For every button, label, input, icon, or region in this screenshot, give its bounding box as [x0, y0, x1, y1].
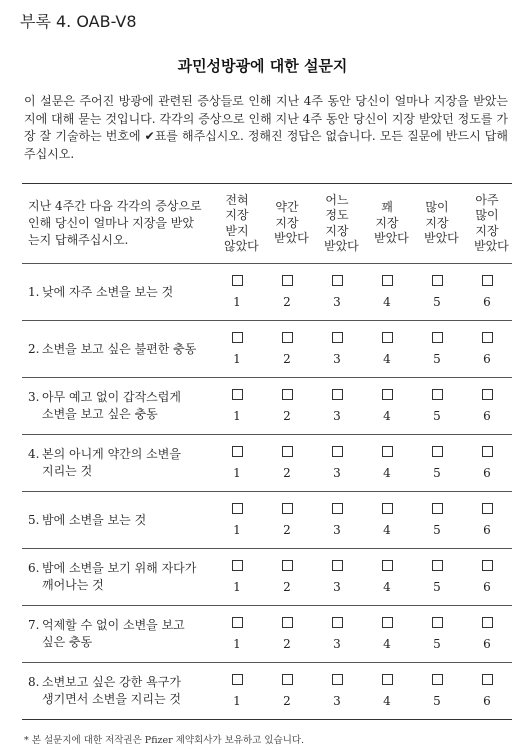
instructions-text-1: 이 설문은 주어진 방광에 관련된 증상들로 인해 지난 4주 동안 당신이 얼마나 지장을 받았는지에 대해 묻는 것입니다. 각각의 증상으로 인해 지난 4주 동안 당신이 지장 받았던 정도를 가장 잘 기술하는 번호에 — [24, 94, 508, 143]
question-header: 지난 4주간 다음 각각의 증상으로 인해 당신이 얼마나 지장을 받았는지 답해주십시오. — [22, 184, 212, 264]
answer-cell — [262, 492, 312, 549]
answer-cell — [262, 549, 312, 606]
answer-cell — [462, 549, 512, 606]
question-row-4 — [22, 435, 512, 492]
answer-cell — [412, 492, 462, 549]
question-text — [22, 492, 212, 549]
question-line-1: 본의 아니게 약간의 소변을 — [42, 447, 181, 461]
answer-checkbox[interactable] — [282, 332, 293, 343]
answer-cell — [362, 606, 412, 663]
answer-cell — [262, 435, 312, 492]
answer-cell — [362, 549, 412, 606]
answer-checkbox[interactable] — [382, 560, 393, 571]
answer-checkbox[interactable] — [482, 389, 493, 400]
question-line-1: 밤에 소변을 보기 위해 자다가 — [42, 561, 197, 575]
question-line-1: 밤에 소변을 보는 것 — [42, 512, 147, 527]
answer-cell — [212, 492, 262, 549]
answer-value: 5 — [433, 637, 441, 651]
answer-checkbox[interactable] — [232, 674, 243, 685]
answer-cell — [362, 264, 412, 321]
answer-checkbox[interactable] — [232, 389, 243, 400]
appendix-label: 부록 4. OAB-V8 — [20, 12, 137, 31]
answer-value: 6 — [483, 352, 491, 366]
answer-cell — [462, 492, 512, 549]
answer-checkbox[interactable] — [382, 446, 393, 457]
answer-value: 6 — [483, 523, 491, 537]
question-text — [22, 321, 212, 378]
answer-cell — [262, 606, 312, 663]
answer-value: 5 — [433, 352, 441, 366]
answer-value: 3 — [333, 352, 341, 366]
answer-checkbox[interactable] — [332, 446, 343, 457]
answer-value: 4 — [383, 580, 391, 594]
answer-cell — [212, 435, 262, 492]
answer-cell — [312, 378, 362, 435]
answer-value: 2 — [283, 637, 291, 651]
answer-checkbox[interactable] — [282, 674, 293, 685]
answer-cell — [262, 321, 312, 378]
answer-checkbox[interactable] — [432, 389, 443, 400]
answer-checkbox[interactable] — [482, 617, 493, 628]
answer-value: 3 — [333, 580, 341, 594]
option-header-6: 아주 많이 지장 받았다 — [462, 184, 512, 264]
answer-value: 4 — [383, 694, 391, 708]
option-header-4: 꽤 지장 받았다 — [362, 184, 412, 264]
answer-checkbox[interactable] — [482, 446, 493, 457]
answer-value: 2 — [283, 295, 291, 309]
answer-cell — [412, 378, 462, 435]
answer-checkbox[interactable] — [482, 674, 493, 685]
answer-cell — [412, 321, 462, 378]
option-header-3: 어느 정도 지장 받았다 — [312, 184, 362, 264]
copyright-footnote: * 본 설문지에 대한 저작권은 Pfizer 제약회사가 보유하고 있습니다. — [24, 735, 305, 746]
answer-value: 5 — [433, 466, 441, 480]
answer-checkbox[interactable] — [282, 503, 293, 514]
answer-cell — [312, 492, 362, 549]
answer-value: 1 — [233, 580, 241, 594]
answer-checkbox[interactable] — [232, 617, 243, 628]
answer-cell — [212, 321, 262, 378]
question-number: 5. — [28, 512, 40, 527]
question-line-2: 싶은 충동 — [42, 635, 93, 649]
answer-value: 4 — [383, 466, 391, 480]
check-mark-icon: ✔ — [144, 129, 155, 143]
answer-value: 2 — [283, 580, 291, 594]
instructions — [24, 93, 508, 163]
answer-value: 3 — [333, 466, 341, 480]
answer-value: 6 — [483, 466, 491, 480]
answer-value: 2 — [283, 409, 291, 423]
answer-cell — [212, 264, 262, 321]
answer-cell — [362, 492, 412, 549]
question-line-2: 소변을 보고 싶은 충동 — [42, 407, 158, 421]
answer-cell — [462, 435, 512, 492]
answer-checkbox[interactable] — [482, 275, 493, 286]
answer-value: 2 — [283, 466, 291, 480]
answer-value: 4 — [383, 523, 391, 537]
answer-value: 6 — [483, 694, 491, 708]
answer-checkbox[interactable] — [332, 275, 343, 286]
answer-checkbox[interactable] — [332, 560, 343, 571]
answer-checkbox[interactable] — [382, 389, 393, 400]
option-header-5: 많이 지장 받았다 — [412, 184, 462, 264]
answer-cell — [262, 663, 312, 720]
answer-checkbox[interactable] — [482, 560, 493, 571]
answer-cell — [362, 435, 412, 492]
option-header-2: 약간 지장 받았다 — [262, 184, 312, 264]
answer-checkbox[interactable] — [282, 446, 293, 457]
answer-cell — [312, 549, 362, 606]
answer-checkbox[interactable] — [332, 674, 343, 685]
answer-cell — [212, 663, 262, 720]
table-header-row — [22, 184, 512, 264]
question-text — [22, 549, 212, 606]
answer-value: 6 — [483, 409, 491, 423]
answer-cell — [362, 321, 412, 378]
answer-checkbox[interactable] — [432, 617, 443, 628]
answer-checkbox[interactable] — [282, 389, 293, 400]
answer-cell — [362, 663, 412, 720]
question-line-2: 깨어나는 것 — [42, 578, 104, 592]
answer-checkbox[interactable] — [282, 560, 293, 571]
question-line-1: 억제할 수 없이 소변을 보고 — [42, 618, 185, 632]
answer-value: 3 — [333, 295, 341, 309]
question-text — [22, 435, 212, 492]
instructions-text-2: 표를 해주십시오. 정해진 정답은 없습니다. 모든 질문에 반드시 답해 주십시오. — [24, 129, 508, 161]
answer-cell — [212, 378, 262, 435]
answer-value: 1 — [233, 694, 241, 708]
answer-cell — [262, 264, 312, 321]
question-number: 1. — [28, 284, 40, 299]
answer-value: 6 — [483, 580, 491, 594]
answer-value: 5 — [433, 409, 441, 423]
answer-value: 1 — [233, 466, 241, 480]
answer-checkbox[interactable] — [232, 446, 243, 457]
answer-value: 1 — [233, 523, 241, 537]
answer-cell — [412, 663, 462, 720]
answer-value: 6 — [483, 295, 491, 309]
answer-checkbox[interactable] — [432, 332, 443, 343]
answer-value: 4 — [383, 295, 391, 309]
page-title: 과민성방광에 대한 설문지 — [177, 57, 348, 75]
question-row-7 — [22, 606, 512, 663]
answer-cell — [412, 549, 462, 606]
answer-cell — [312, 264, 362, 321]
answer-value: 5 — [433, 295, 441, 309]
answer-checkbox[interactable] — [482, 332, 493, 343]
answer-cell — [312, 606, 362, 663]
question-number: 4. — [28, 447, 40, 461]
answer-value: 4 — [383, 637, 391, 651]
question-row-8 — [22, 663, 512, 720]
answer-checkbox[interactable] — [432, 560, 443, 571]
answer-cell — [462, 321, 512, 378]
question-line-2: 지리는 것 — [42, 464, 93, 478]
answer-cell — [312, 663, 362, 720]
question-text — [22, 378, 212, 435]
answer-value: 3 — [333, 694, 341, 708]
answer-checkbox[interactable] — [432, 275, 443, 286]
answer-checkbox[interactable] — [232, 503, 243, 514]
answer-cell — [412, 435, 462, 492]
question-line-1: 소변보고 싶은 강한 욕구가 — [42, 675, 181, 689]
answer-checkbox[interactable] — [382, 332, 393, 343]
question-line-1: 낮에 자주 소변을 보는 것 — [42, 284, 174, 299]
answer-value: 3 — [333, 409, 341, 423]
question-text — [22, 264, 212, 321]
answer-value: 4 — [383, 409, 391, 423]
answer-cell — [412, 264, 462, 321]
answer-value: 1 — [233, 409, 241, 423]
question-text — [22, 663, 212, 720]
answer-cell — [212, 606, 262, 663]
answer-value: 5 — [433, 523, 441, 537]
question-row-3 — [22, 378, 512, 435]
answer-checkbox[interactable] — [332, 389, 343, 400]
answer-checkbox[interactable] — [282, 617, 293, 628]
question-number: 2. — [28, 341, 40, 356]
question-number: 6. — [28, 561, 40, 575]
answer-value: 2 — [283, 352, 291, 366]
answer-cell — [412, 606, 462, 663]
answer-value: 5 — [433, 694, 441, 708]
answer-value: 1 — [233, 637, 241, 651]
answer-cell — [462, 606, 512, 663]
answer-checkbox[interactable] — [382, 617, 393, 628]
answer-checkbox[interactable] — [432, 674, 443, 685]
answer-checkbox[interactable] — [332, 332, 343, 343]
answer-value: 2 — [283, 694, 291, 708]
survey-table — [22, 183, 512, 720]
question-row-5 — [22, 492, 512, 549]
question-text — [22, 606, 212, 663]
question-line-2: 생기면서 소변을 지리는 것 — [42, 692, 181, 706]
answer-cell — [212, 549, 262, 606]
question-row-2 — [22, 321, 512, 378]
answer-checkbox[interactable] — [332, 503, 343, 514]
answer-cell — [362, 378, 412, 435]
answer-checkbox[interactable] — [382, 674, 393, 685]
answer-cell — [312, 435, 362, 492]
answer-cell — [462, 378, 512, 435]
answer-cell — [312, 321, 362, 378]
question-line-1: 아무 예고 없이 갑작스럽게 — [42, 390, 181, 404]
answer-checkbox[interactable] — [482, 503, 493, 514]
answer-checkbox[interactable] — [232, 332, 243, 343]
answer-checkbox[interactable] — [282, 275, 293, 286]
answer-value: 3 — [333, 637, 341, 651]
answer-checkbox[interactable] — [432, 446, 443, 457]
question-line-1: 소변을 보고 싶은 불편한 충동 — [42, 341, 197, 356]
answer-checkbox[interactable] — [332, 617, 343, 628]
answer-checkbox[interactable] — [382, 503, 393, 514]
question-number: 8. — [28, 675, 40, 689]
question-row-6 — [22, 549, 512, 606]
question-number: 3. — [28, 390, 40, 404]
answer-value: 1 — [233, 352, 241, 366]
question-row-1 — [22, 264, 512, 321]
answer-checkbox[interactable] — [232, 275, 243, 286]
answer-cell — [462, 264, 512, 321]
answer-checkbox[interactable] — [432, 503, 443, 514]
answer-cell — [262, 378, 312, 435]
question-number: 7. — [28, 618, 40, 632]
answer-value: 1 — [233, 295, 241, 309]
answer-value: 4 — [383, 352, 391, 366]
answer-cell — [462, 663, 512, 720]
answer-checkbox[interactable] — [232, 560, 243, 571]
answer-value: 3 — [333, 523, 341, 537]
answer-value: 6 — [483, 637, 491, 651]
answer-value: 2 — [283, 523, 291, 537]
option-header-1: 전혀 지장 받지 않았다 — [212, 184, 262, 264]
answer-value: 5 — [433, 580, 441, 594]
answer-checkbox[interactable] — [382, 275, 393, 286]
